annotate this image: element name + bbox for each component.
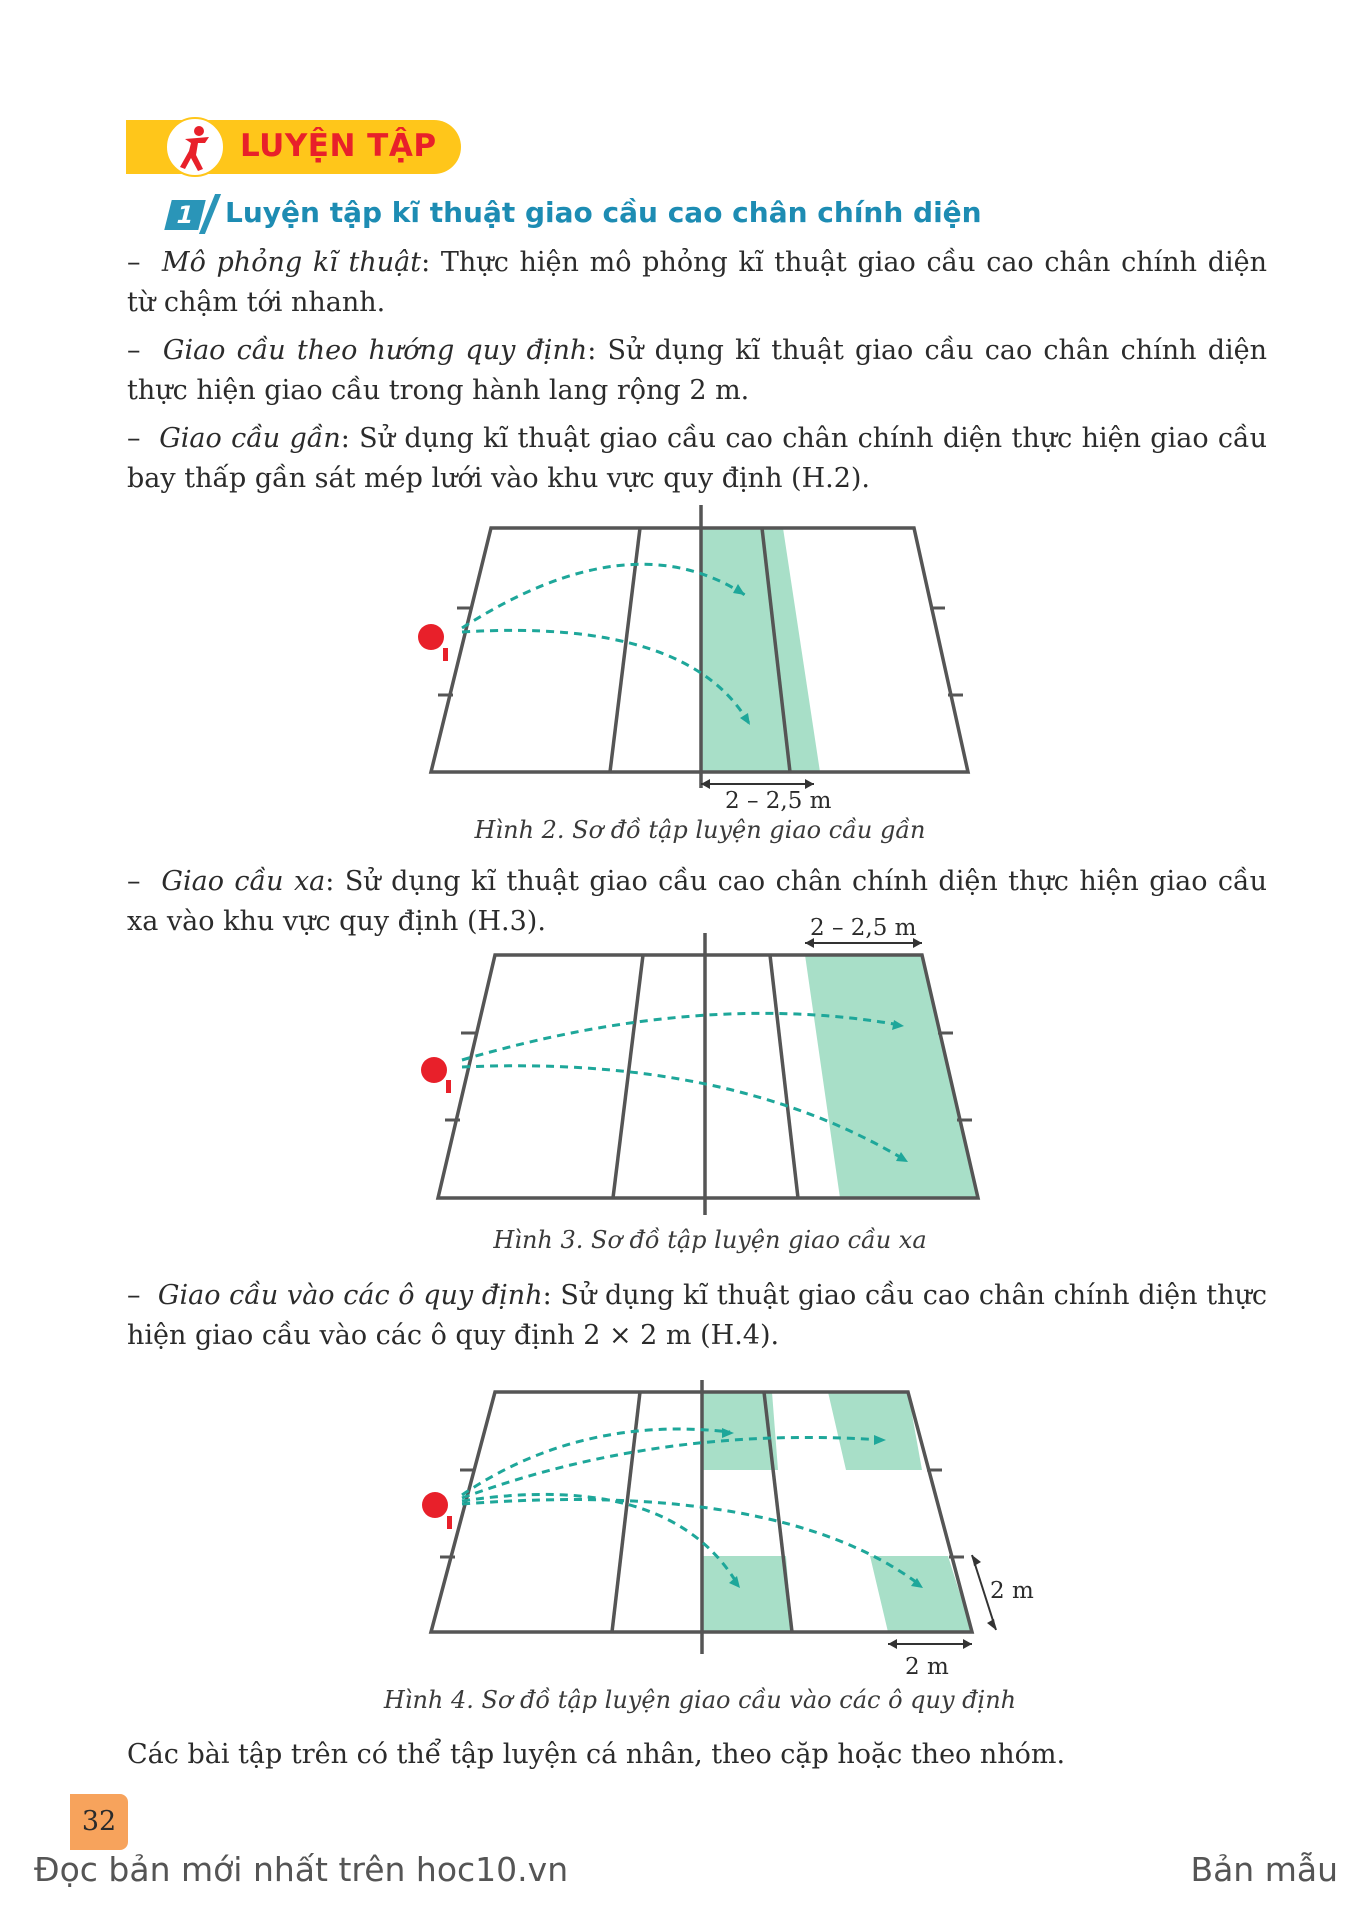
footer-link[interactable]: Đọc bản mới nhất trên hoc10.vn: [34, 1850, 569, 1889]
target-box: [828, 1392, 922, 1470]
player-marker-stem: [443, 648, 448, 661]
player-marker: [421, 1057, 447, 1083]
target-box: [870, 1556, 972, 1632]
figure-4-diagram: [400, 1380, 1060, 1680]
serve-arrow: [462, 1500, 920, 1585]
player-marker-stem: [446, 1080, 451, 1093]
item-label: Giao cầu vào các ô quy định: [157, 1280, 543, 1311]
item-simulation: – Mô phỏng kĩ thuật: Thực hiện mô phỏng kĩ thuật giao cầu cao chân chính diện từ chậm tới nhanh.: [127, 247, 1267, 318]
figure-3-caption: Hình 3. Sơ đồ tập luyện giao cầu xa: [493, 1226, 927, 1254]
closing-text: Các bài tập trên có thể tập luyện cá nhân, theo cặp hoặc theo nhóm.: [127, 1739, 1066, 1770]
item-target-boxes: – Giao cầu vào các ô quy định: Sử dụng kĩ thuật giao cầu cao chân chính diện thực hiện giao cầu vào các ô quy định 2 × 2 m (H.4).: [127, 1280, 1267, 1351]
item-label: Giao cầu xa: [161, 866, 326, 897]
serve-arrow: [462, 1494, 738, 1585]
figure-2-caption: Hình 2. Sơ đồ tập luyện giao cầu gần: [474, 816, 926, 844]
player-marker: [418, 624, 444, 650]
serve-arrow: [462, 1437, 882, 1498]
dimension-label: 2 – 2,5 m: [810, 915, 917, 941]
item-short-serve: – Giao cầu gần: Sử dụng kĩ thuật giao cầu cao chân chính diện thực hiện giao cầu bay thấp gần sát mép lưới vào khu vực quy định (H.2).: [127, 423, 1267, 494]
item-label: Giao cầu gần: [159, 423, 341, 454]
service-line: [613, 955, 643, 1198]
footer-sample-label: Bản mẫu: [1190, 1850, 1338, 1889]
item-label: Giao cầu theo hướng quy định: [162, 335, 588, 366]
item-text: : Sử dụng kĩ thuật giao cầu cao chân chính diện thực hiện giao cầu bay thấp gần sát mép lưới vào khu vực quy định (H.2).: [127, 423, 1267, 494]
item-text: : Sử dụng kĩ thuật giao cầu cao chân chính diện thực hiện giao cầu vào các ô quy định 2 × 2 m (H.4).: [127, 1280, 1267, 1351]
section-number: 1: [164, 200, 205, 230]
arrowhead: [888, 1639, 897, 1649]
item-text: : Sử dụng kĩ thuật giao cầu cao chân chính diện thực hiện giao cầu xa vào khu vực quy định (H.3).: [127, 866, 1267, 937]
item-long-serve: – Giao cầu xa: Sử dụng kĩ thuật giao cầu cao chân chính diện thực hiện giao cầu xa vào khu vực quy định (H.3).: [127, 866, 1267, 937]
item-text: : Thực hiện mô phỏng kĩ thuật giao cầu cao chân chính diện từ chậm tới nhanh.: [127, 247, 1267, 318]
service-line: [612, 1392, 640, 1632]
header-title: LUYỆN TẬP: [240, 128, 437, 164]
dimension-label: 2 m: [905, 1654, 949, 1680]
target-box: [702, 1556, 792, 1632]
target-zone: [805, 955, 978, 1198]
player-marker-stem: [447, 1516, 452, 1529]
item-direction: – Giao cầu theo hướng quy định: Sử dụng kĩ thuật giao cầu cao chân chính diện thực hiện giao cầu trong hành lang rộng 2 m.: [127, 335, 1267, 406]
arrowhead: [987, 1619, 996, 1630]
figure-3-diagram: [400, 915, 1020, 1235]
dimension-label: 2 m: [990, 1578, 1034, 1604]
figure-4-caption: Hình 4. Sơ đồ tập luyện giao cầu vào các ô quy định: [383, 1686, 1017, 1714]
item-text: : Sử dụng kĩ thuật giao cầu cao chân chính diện thực hiện giao cầu trong hành lang rộng 2 m.: [127, 335, 1267, 406]
item-label: Mô phỏng kĩ thuật: [161, 247, 422, 278]
player-marker: [422, 1492, 448, 1518]
arrowhead: [963, 1639, 972, 1649]
figure-2-diagram: [400, 500, 1000, 820]
section-title: Luyện tập kĩ thuật giao cầu cao chân chính diện: [225, 196, 982, 229]
page-number: 32: [70, 1794, 128, 1850]
target-zone: [701, 528, 820, 772]
service-line: [770, 955, 798, 1198]
athlete-icon: [165, 117, 225, 177]
dimension-label: 2 – 2,5 m: [725, 788, 832, 814]
arrowhead: [972, 1555, 981, 1566]
